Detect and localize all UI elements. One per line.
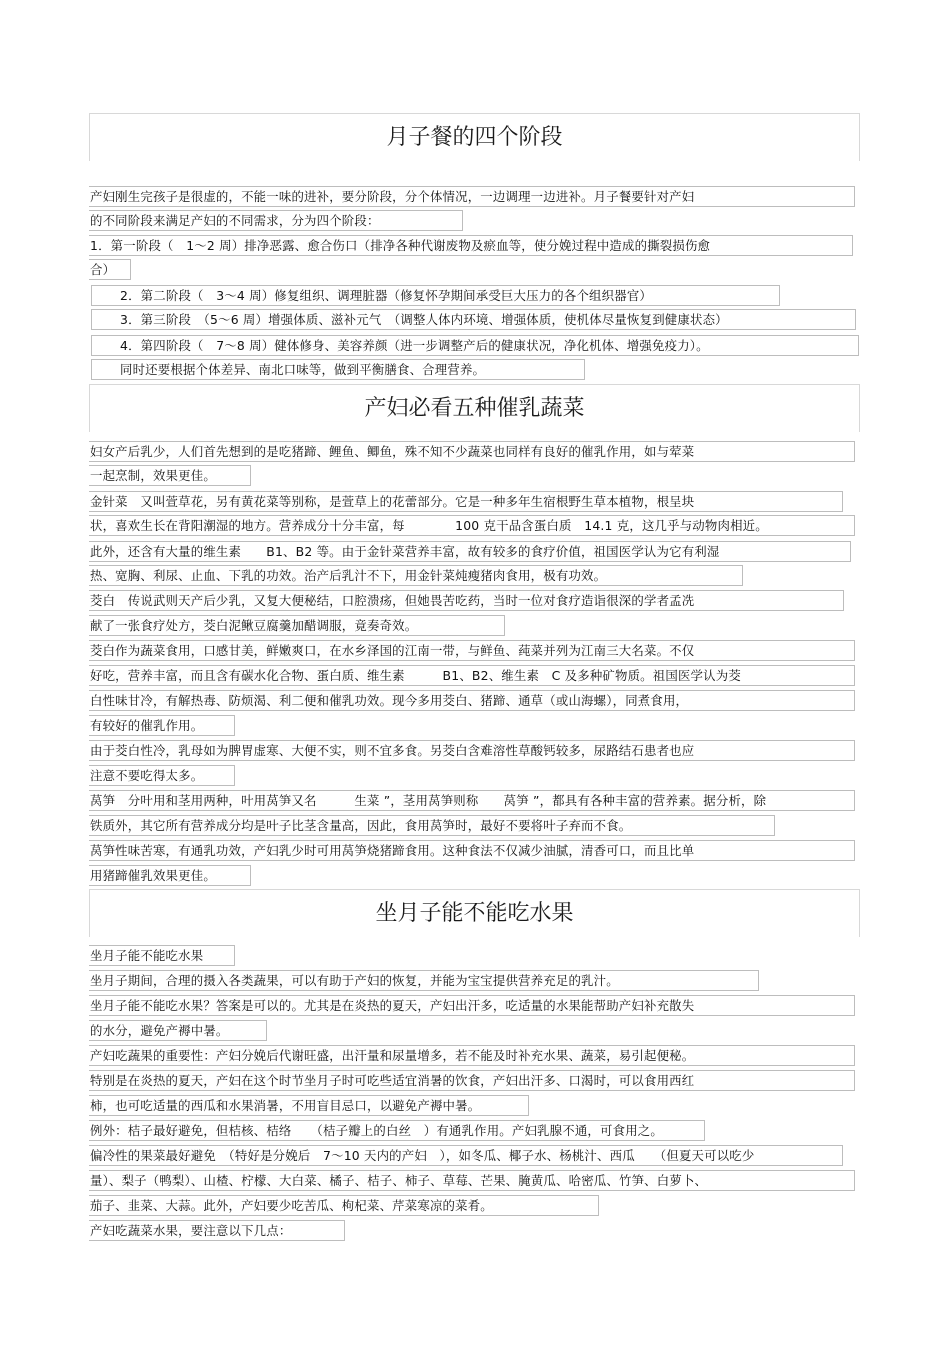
text-line: 金针菜 又叫萱草花，另有黄花菜等别称，是萱草上的花蕾部分。它是一种多年生宿根野生草本植物，根呈块 [89, 491, 843, 512]
text-line: 3．第三阶段 （5～6 周）增强体质、滋补元气 （调整人体内环境、增强体质，使机体尽量恢复到健康状态） [91, 309, 856, 330]
text-line: 用猪蹄催乳效果更佳。 [89, 865, 251, 886]
text-line: 坐月子期间，合理的摄入各类蔬果，可以有助于产妇的恢复，并能为宝宝提供营养充足的乳汁。 [89, 970, 759, 991]
text-line: 偏冷性的果菜最好避免 （特好是分娩后 7～10 天内的产妇 ），如冬瓜、椰子水、杨桃汁、西瓜 （但夏天可以吃少 [89, 1145, 843, 1166]
text-line: 有较好的催乳作用。 [89, 715, 235, 736]
text-line: 4．第四阶段（ 7～8 周）健体修身、美容养颜（进一步调整产后的健康状况，净化机体、增强免疫力）。 [91, 335, 859, 356]
text-line: 产妇吃蔬菜水果，要注意以下几点： [89, 1220, 345, 1241]
text-line: 由于茭白性冷，乳母如为脾胃虚寒、大便不实，则不宜多食。另茭白含难溶性草酸钙较多，尿路结石患者也应 [89, 740, 855, 761]
text-line: 白性味甘冷，有解热毒、防烦渴、利二便和催乳功效。现今多用茭白、猪蹄、通草（或山海螺），同煮食用， [89, 690, 855, 711]
text-line: 的不同阶段来满足产妇的不同需求，分为四个阶段： [89, 210, 463, 231]
text-line: 注意不要吃得太多。 [89, 765, 235, 786]
text-line: 茄子、韭菜、大蒜。此外，产妇要少吃苦瓜、枸杞菜、芹菜寒凉的菜肴。 [89, 1195, 599, 1216]
text-line: 柿，也可吃适量的西瓜和水果消暑，不用盲目忌口，以避免产褥中暑。 [89, 1095, 529, 1116]
text-line: 2．第二阶段（ 3～4 周）修复组织、调理脏器（修复怀孕期间承受巨大压力的各个组织器官） [91, 285, 780, 306]
text-line: 茭白 传说武则天产后少乳，又复大便秘结，口腔溃疡，但她畏苦吃药，当时一位对食疗造诣很深的学者孟冼 [89, 590, 844, 611]
text-line: 此外，还含有大量的维生素 B1、B2 等。由于金针菜营养丰富，故有较多的食疗价值，祖国医学认为它有利湿 [89, 541, 851, 562]
text-line: 莴笋 分叶用和茎用两种，叶用莴笋又名 生菜 ”，茎用莴笋则称 莴笋 ”，都具有各种丰富的营养素。据分析，除 [89, 790, 855, 811]
text-line: 1．第一阶段（ 1～2 周）排净恶露、愈合伤口（排净各种代谢废物及瘀血等，使分娩过程中造成的撕裂损伤愈 [89, 235, 853, 256]
text-line: 铁质外，其它所有营养成分均是叶子比茎含量高，因此，食用莴笋时，最好不要将叶子弃而不食。 [89, 815, 775, 836]
text-line: 同时还要根据个体差异、南北口味等，做到平衡膳食、合理营养。 [91, 359, 585, 380]
text-line: 坐月子能不能吃水果？答案是可以的。尤其是在炎热的夏天，产妇出汗多，吃适量的水果能帮助产妇补充散失 [89, 995, 855, 1016]
text-line: 合） [89, 259, 131, 280]
section-title: 坐月子能不能吃水果 [89, 889, 860, 937]
text-line: 产妇吃蔬果的重要性：产妇分娩后代谢旺盛，出汗量和尿量增多，若不能及时补充水果、蔬菜，易引起便秘。 [89, 1045, 855, 1066]
text-line: 特别是在炎热的夏天，产妇在这个时节坐月子时可吃些适宜消暑的饮食，产妇出汗多、口渴时，可以食用西红 [89, 1070, 855, 1091]
text-line: 献了一张食疗处方，茭白泥鳅豆腐羹加醋调服，竟奏奇效。 [89, 615, 505, 636]
text-line: 产妇刚生完孩子是很虚的，不能一味的进补，要分阶段，分个体情况，一边调理一边进补。月子餐要针对产妇 [89, 186, 855, 207]
text-line: 一起烹制，效果更佳。 [89, 465, 251, 486]
section-title: 月子餐的四个阶段 [89, 113, 860, 161]
text-line: 茭白作为蔬菜食用，口感甘美，鲜嫩爽口，在水乡泽国的江南一带，与鲜鱼、莼菜并列为江南三大名菜。不仅 [89, 640, 855, 661]
text-line: 妇女产后乳少，人们首先想到的是吃猪蹄、鲤鱼、鲫鱼，殊不知不少蔬菜也同样有良好的催乳作用，如与荤菜 [89, 441, 855, 462]
text-line: 量）、梨子（鸭梨）、山楂、柠檬、大白菜、橘子、桔子、柿子、草莓、芒果、腌黄瓜、哈密瓜、竹笋、白萝卜、 [89, 1170, 855, 1191]
text-line: 坐月子能不能吃水果 [89, 945, 235, 966]
section-title: 产妇必看五种催乳蔬菜 [89, 384, 860, 432]
text-line: 好吃，营养丰富，而且含有碳水化合物、蛋白质、维生素 B1、B2、维生素 C 及多种矿物质。祖国医学认为茭 [89, 665, 855, 686]
text-line: 例外：桔子最好避免，但桔核、桔络 （桔子瓣上的白丝 ）有通乳作用。产妇乳腺不通，可食用之。 [89, 1120, 705, 1141]
text-line: 莴笋性味苦寒，有通乳功效，产妇乳少时可用莴笋烧猪蹄食用。这种食法不仅减少油腻，清香可口，而且比单 [89, 840, 855, 861]
text-line: 状，喜欢生长在背阳潮湿的地方。营养成分十分丰富，每 100 克干品含蛋白质 14.1 克，这几乎与动物肉相近。 [89, 515, 855, 536]
text-line: 热、宽胸、利尿、止血、下乳的功效。治产后乳汁不下，用金针菜炖瘦猪肉食用，极有功效。 [89, 565, 743, 586]
text-line: 的水分，避免产褥中暑。 [89, 1020, 267, 1041]
